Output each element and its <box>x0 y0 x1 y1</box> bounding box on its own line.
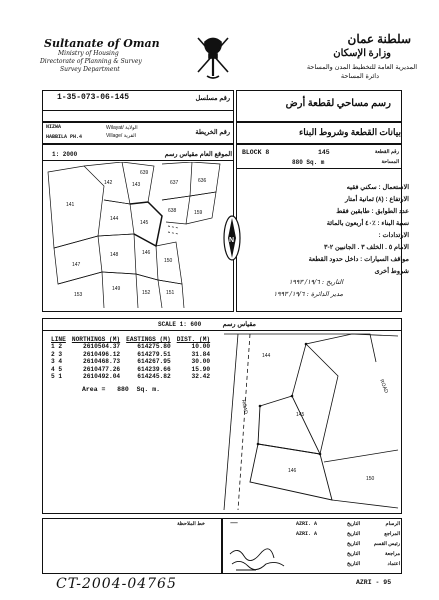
svg-text:N: N <box>229 237 235 244</box>
key-plot-label: 153 <box>74 292 83 298</box>
floors-text: عدد الطوابق : طابقين فقط <box>336 208 409 215</box>
road-label: ROAD <box>240 399 249 415</box>
ministry-en: Ministry of Housing <box>58 50 119 57</box>
area-value: 880 Sq. m <box>292 159 325 166</box>
conditions-box <box>236 144 402 312</box>
detail-scale: SCALE 1: 600 <box>158 321 202 328</box>
date-field: التاريخ : ١٩/٦/ ١٩٩٣ <box>288 278 343 286</box>
village-value: HABBILA PH.4 <box>46 134 83 140</box>
key-plan-scale: 1: 2000 <box>52 151 78 158</box>
signature-row: رئيس القسم التاريخ <box>347 541 400 547</box>
org-name-ar: سلطنة عمان <box>347 32 411 46</box>
detail-scale-ar: مقياس رسم <box>222 321 256 328</box>
plot-label: رقم القطعة <box>374 149 399 155</box>
signature-scribbles <box>226 520 306 574</box>
wilayat-value: NIZWA <box>46 124 62 130</box>
department-ar: دائرة المساحة <box>340 73 379 80</box>
setbacks-text: الامام ٥ . الخلف ٣ . الجانبين ٢-٣ <box>324 244 409 251</box>
key-plot-label: 639 <box>140 170 149 176</box>
key-plot-label: 144 <box>110 216 119 222</box>
signature-row: المراجع التاريخ AZRI. A <box>296 531 400 537</box>
table-row: 3 4 2610468.73 614267.95 30.00 <box>51 358 211 366</box>
table-row: 1 2 2610504.37 614275.80 10.00 <box>51 343 211 351</box>
section-title: بيانات القطعة وشروط البناء <box>299 127 401 137</box>
footer-code: AZRI - 95 <box>356 579 392 586</box>
usage-text: الاستعمال : سكني فقيه <box>346 184 409 191</box>
signature-row: اعتماد التاريخ <box>347 561 400 567</box>
coordinates-table <box>48 336 213 380</box>
serial-number: 1-35-073-06-145 <box>57 93 130 102</box>
key-plot-label: 638 <box>168 208 177 214</box>
director-field: مدير الدائرة : ١٩/٦/ ١٩٩٣ <box>273 290 343 298</box>
detail-plot-label: 150 <box>366 476 375 482</box>
height-text: الارتفاع : (٨) ثمانية أمتار <box>344 196 409 203</box>
org-name-en: Sultanate of Oman <box>44 37 160 50</box>
oman-emblem-icon <box>190 32 236 80</box>
key-plot-label: 150 <box>164 258 173 264</box>
key-plot-label: 151 <box>166 290 175 296</box>
col-header: DIST. (M) <box>176 336 211 343</box>
map-no-label: رقم الخريطة <box>195 129 230 136</box>
handwritten-reference: CT-2004-04765 <box>56 576 177 592</box>
table-row: 5 1 2610492.04 614245.82 32.42 <box>51 373 211 381</box>
serial-label: رقم مسلسل <box>195 95 230 102</box>
key-plot-label: 147 <box>72 262 81 268</box>
village-label: Village/ القرية <box>106 133 136 139</box>
setbacks-title: الارتدادات : <box>378 232 409 239</box>
department-en: Survey Department <box>60 66 120 73</box>
ministry-ar: وزارة الإسكان <box>333 48 391 59</box>
key-plot-label: 145 <box>140 220 149 226</box>
key-plot-label: 149 <box>112 286 121 292</box>
detail-plot-label: 146 <box>288 468 297 474</box>
col-header: NORTHINGS (M) <box>71 336 121 343</box>
detail-plot-label: 145 <box>296 412 305 418</box>
signature-row: مراجعة التاريخ <box>347 551 400 557</box>
detail-plan <box>220 332 400 512</box>
table-row: 2 3 2610496.12 614279.51 31.84 <box>51 350 211 358</box>
plan-title: رسم مساحي لقطعة أرض <box>285 98 391 109</box>
key-plot-label: 159 <box>194 210 203 216</box>
plot-number: 145 <box>318 149 330 156</box>
directorate-ar: المديرية العامة للتخطيط المدن والمساحة <box>306 64 417 71</box>
key-plot-label: 141 <box>66 202 75 208</box>
remarks-label: خط الملاحظة <box>177 521 205 527</box>
area-total: Area = 880 Sq. m. <box>82 386 161 393</box>
north-arrow-icon <box>222 214 242 262</box>
table-row: 4 5 2610477.26 614239.66 15.90 <box>51 365 211 373</box>
key-plan-label: الموقع العام مقياس رسم <box>164 151 232 158</box>
key-plot-label: 637 <box>170 180 179 186</box>
detail-plot-label: 144 <box>262 353 271 359</box>
key-plot-label: 142 <box>104 180 113 186</box>
col-header: EASTINGS (M) <box>126 336 171 343</box>
coverage-text: نسبة البناء : ٪٤٠ أربعون بالمائة <box>326 220 409 227</box>
parking-text: مواقف السيارات : داخل حدود القطعة <box>308 256 409 263</box>
area-label: المساحة <box>381 159 399 165</box>
key-plan-map <box>44 162 235 310</box>
key-plot-label: 143 <box>132 182 141 188</box>
key-plot-label: 148 <box>110 252 119 258</box>
special-text: شروط أخرى <box>374 268 409 275</box>
signature-row: الرسام التاريخ AZRI. A — <box>230 518 400 527</box>
wilayat-label: Wilayat/ الولاية <box>106 125 138 131</box>
key-plot-label: 152 <box>142 290 151 296</box>
col-header: LINE <box>51 336 66 343</box>
road-label-east: ROAD <box>378 378 390 395</box>
block-label: BLOCK 8 <box>242 149 270 156</box>
directorate-en: Directorate of Planning & Survey <box>40 58 142 65</box>
key-plot-label: 636 <box>198 178 207 184</box>
key-plot-label: 146 <box>142 250 151 256</box>
